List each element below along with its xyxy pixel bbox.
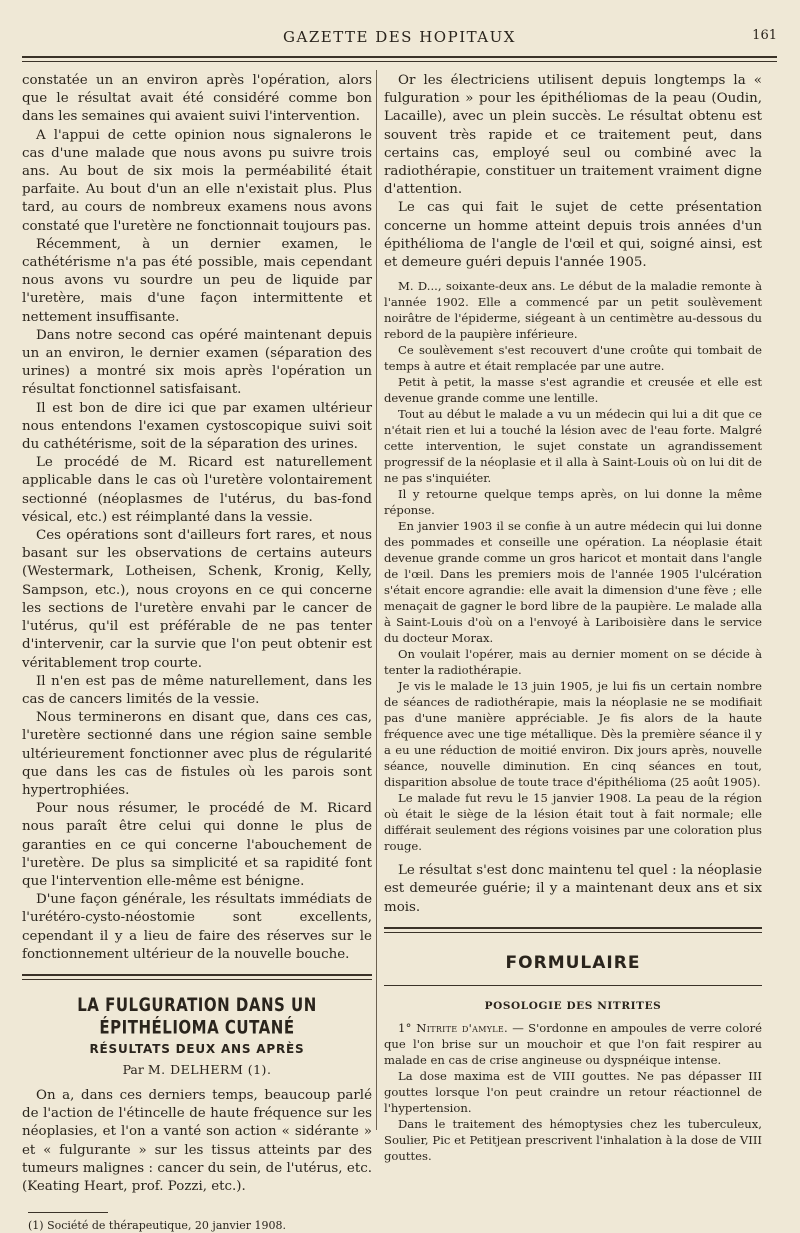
section-separator (22, 974, 372, 980)
case-paragraph: M. D..., soixante-deux ans. Le début de la maladie remonte à l'année 1902. Elle a commencé par un petit soulèvement noirâtre de l'épiderme, siégeant à un centimètre au-dessous du rebord de la paupière inférieure. (384, 279, 762, 342)
case-paragraph: Ce soulèvement s'est recouvert d'une croûte qui tombait de temps à autre et était remplacée par une autre. (384, 343, 762, 374)
paragraph: constatée un an environ après l'opération, alors que le résultat avait été considéré comme bon dans les semaines qui avaient suivi l'intervention. (22, 73, 372, 125)
case-paragraph: Je vis le malade le 13 juin 1905, je lui fis un certain nombre de séances de radiothérapie, mais la néoplasie ne se modifiait pas d'une manière appréciable. Je fis alors de la haute fréquence avec une tige métallique. Dès la première séance il y a eu une réduction de moitié environ. Dix jours après, nouvelle séance, nouvelle diminution. En cinq séances en tout, disparition absolue de toute trace d'épithélioma (25 août 1905). (384, 679, 762, 790)
paragraph: Ces opérations sont d'ailleurs fort rares, et nous basant sur les observations de certains auteurs (Westermark, Lotheisen, Schenk, Kronig, Kelly, Sampson, etc.), nous croyons en ce qui concerne les sections de l'uretère envahi par le cancer de l'utérus, qu'il est préférable de ne pas tenter d'intervenir, car la survie que l'on peut obtenir est véritablement trop courte. (22, 528, 372, 671)
case-paragraph: En janvier 1903 il se confie à un autre médecin qui lui donne des pommades et conseille une opération. La néoplasie était devenue grande comme un gros haricot et montait dans l'angle de l'œil. Dans les premiers mois de l'année 1905 l'ulcération s'était encore agrandie: elle avait la dimension d'une fève ; elle menaçait de gagner le bord libre de la paupière. Le malade alla à Saint-Louis d'où on a l'envoyé à Lariboisière dans le service du docteur Morax. (384, 519, 762, 646)
formulaire-heading: FORMULAIRE (505, 952, 641, 973)
paragraph: Nous terminerons en disant que, dans ces cas, l'uretère sectionné dans une région saine semble ultérieurement fonctionner avec plus de régularité que dans les cas de fistules où les parois sont hypertrophiées. (22, 710, 372, 798)
paragraph: Récemment, à un dernier examen, le cathétérisme n'a pas été possible, mais cependant nous avons vu sourdre un peu de liquide par l'uretère, mais d'une façon intermittente et nettement insuffisante. (22, 236, 372, 325)
case-report (384, 278, 762, 854)
column-divider (376, 70, 377, 1130)
article-subtitle: RÉSULTATS DEUX ANS APRÈS (89, 1041, 305, 1056)
article-continuation (22, 72, 372, 964)
header-rule (22, 56, 777, 58)
page-header (22, 28, 777, 52)
byline-prefix: Par (122, 1061, 144, 1077)
paragraph: D'une façon générale, les résultats immédiats de l'urétéro-cysto-néostomie sont excellents, cependant il y a lieu de faire des réserves sur le fonctionnement ultérieur de la nouvelle bouche. (22, 892, 372, 962)
paragraph: A l'appui de cette opinion nous signalerons le cas d'une malade que nous avons pu suivre trois ans. Au bout de six mois la perméabilité était parfaite. Au bout d'un an elle n'existait plus. Plus tard, au cours de nombreux examens nous avons constaté que l'uretère ne fonctionnait toujours pas. (22, 127, 372, 234)
heading-rule (384, 985, 762, 986)
paragraph: Dans notre second cas opéré maintenant depuis un an environ, le dernier examen (séparation des urines) a montré six mois après l'opération un résultat fonctionnel satisfaisant. (22, 327, 372, 398)
paragraph: Pour nous résumer, le procédé de M. Ricard nous paraît être celui qui donne le plus de garanties en ce qui concerne l'abouchement de l'uretère. De plus sa simplicité et sa rapidité font que l'intervention elle-même est bénigne. (22, 801, 372, 889)
paragraph: Le procédé de M. Ricard est naturellement applicable dans le cas où l'uretère volontairement sectionné (néoplasmes de l'utérus, du bas-fond vésical, etc.) est réimplanté dans la vessie. (22, 455, 372, 525)
closing (384, 862, 762, 917)
article-title: LA FULGURATION DANS UN ÉPITHÉLIOMA CUTANÉ (77, 993, 317, 1039)
paragraph: Le cas qui fait le sujet de cette présentation concerne un homme atteint depuis trois années d'un épithélioma de l'angle de l'œil et qui, soigné ainsi, est et demeure guéri depuis l'année 1905. (384, 200, 762, 271)
case-paragraph: Il y retourne quelque temps après, on lui donne la même réponse. (384, 487, 762, 518)
formulaire-subheading: POSOLOGIE DES NITRITES (484, 999, 662, 1012)
item-text: — S'ordonne en ampoules de verre coloré que l'on brise sur un mouchoir et que l'on fait respirer au malade en cas de crise angineuse ou dyspnéique intense. (384, 1020, 762, 1067)
footnote-rule (28, 1212, 108, 1213)
formulaire-paragraph: Dans le traitement des hémoptysies chez les tuberculeux, Soulier, Pic et Petitjean prescrivent l'inhalation à la dose de VIII gouttes. (384, 1116, 762, 1163)
byline (22, 1062, 372, 1077)
header-rule-thin (22, 61, 777, 62)
author-name: M. DELHERM (1). (147, 1061, 272, 1077)
article-body (22, 1087, 372, 1196)
page-number: 161 (752, 28, 777, 43)
case-paragraph: Le malade fut revu le 15 janvier 1908. La peau de la région où était le siège de la lésion était tout à fait normale; elle différait seulement des régions voisines par une coloration plus rouge. (384, 791, 762, 854)
formulaire-body (384, 1020, 762, 1164)
item-lead: 1° Nitrite d'amyle. (398, 1020, 509, 1035)
paragraph: Le résultat s'est donc maintenu tel quel : la néoplasie est demeurée guérie; il y a maintenant deux ans et six mois. (384, 863, 762, 915)
section-separator (384, 927, 762, 933)
case-paragraph: On voulait l'opérer, mais au dernier moment on se décide à tenter la radiothérapie. (384, 647, 762, 678)
formulaire-paragraph: La dose maxima est de VIII gouttes. Ne pas dépasser III gouttes lorsque l'on peut craindre un retour réactionnel de l'hypertension. (384, 1068, 762, 1115)
running-title: GAZETTE DES HOPITAUX (283, 28, 516, 46)
paragraph: On a, dans ces derniers temps, beaucoup parlé de l'action de l'étincelle de haute fréquence sur les néoplasies, et l'on a vanté son action « sidérante » et « fulgurante » sur les tissus atteints par des tumeurs malignes : cancer du sein, de l'utérus, etc. (Keating Heart, prof. Pozzi, etc.). (22, 1087, 372, 1194)
article-body-continued (384, 72, 762, 272)
formulaire-paragraph (384, 1020, 762, 1068)
paragraph: Or les électriciens utilisent depuis longtemps la « fulguration » pour les épithéliomas de la peau (Oudin, Lacaille), avec un plein succès. Le résultat obtenu est souvent très rapide et ce traitement peut, dans certains cas, employé seul ou combiné avec la radiothérapie, constituer un traitement vraiment digne d'attention. (384, 73, 762, 198)
paragraph: Il n'en est pas de même naturellement, dans les cas de cancers limités de la vessie. (22, 673, 372, 707)
case-paragraph: Petit à petit, la masse s'est agrandie et creusée et elle est devenue grande comme une lentille. (384, 375, 762, 406)
case-paragraph: Tout au début le malade a vu un médecin qui lui a dit que ce n'était rien et lui a touché la lésion avec de l'eau forte. Malgré cette intervention, le sujet constate un agrandissement progressif de la néoplasie et il alla à Saint-Louis où on lui dit de ne pas s'inquiéter. (384, 407, 762, 486)
left-column (22, 72, 372, 1233)
right-column (384, 72, 762, 1164)
paragraph: Il est bon de dire ici que par examen ultérieur nous entendons l'examen cystoscopique suivi soit du cathétérisme, soit de la séparation des urines. (22, 400, 372, 453)
footnote: (1) Société de thérapeutique, 20 janvier 1908. (28, 1219, 286, 1233)
